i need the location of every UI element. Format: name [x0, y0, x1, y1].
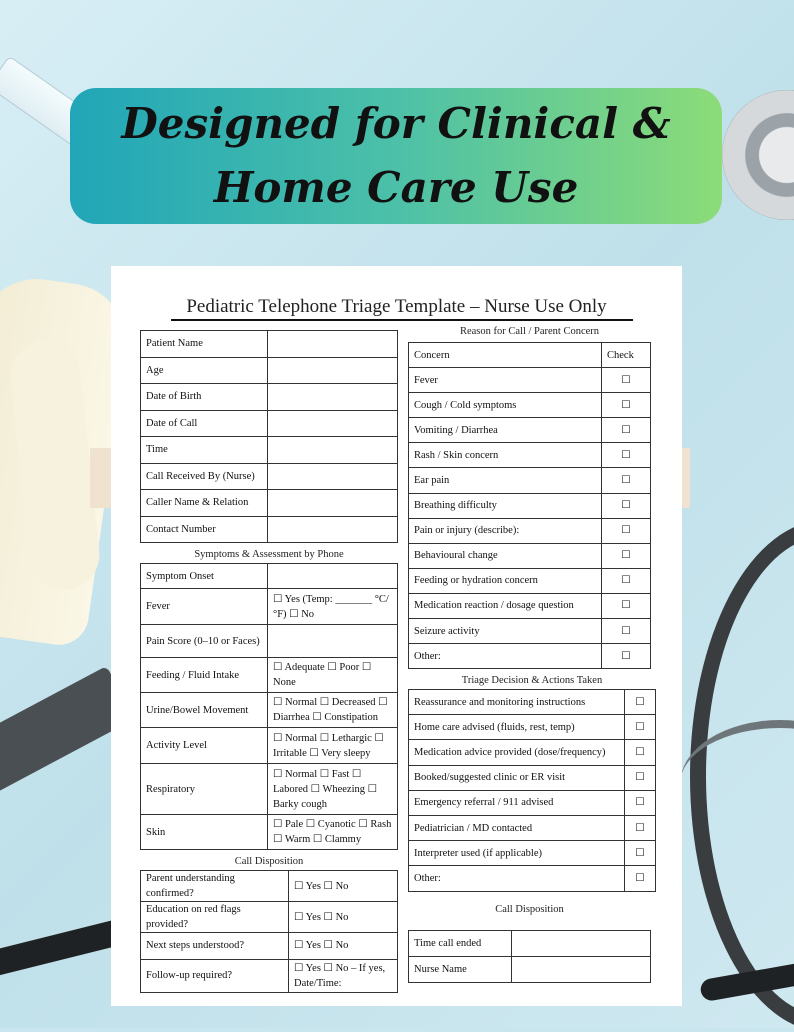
reason-label: Fever — [409, 368, 602, 393]
triage-checkbox[interactable]: ☐ — [625, 715, 656, 740]
call-disposition-table — [140, 870, 398, 993]
field-input[interactable] — [268, 331, 398, 358]
check-header: Check — [602, 343, 651, 368]
disposition-label: Follow-up required? — [141, 959, 289, 992]
patient-info-table — [140, 330, 398, 543]
symptom-options[interactable]: ☐ Adequate ☐ Poor ☐ None — [268, 658, 398, 693]
triage-label: Other: — [409, 866, 625, 891]
table-row — [409, 568, 651, 593]
reason-checkbox[interactable]: ☐ — [602, 543, 651, 568]
table-row — [409, 690, 656, 715]
reason-checkbox[interactable]: ☐ — [602, 518, 651, 543]
table-row — [141, 564, 398, 589]
table-row — [409, 393, 651, 418]
triage-checkbox[interactable]: ☐ — [625, 790, 656, 815]
call-disposition-2-title: Call Disposition — [495, 904, 564, 915]
table-row — [409, 418, 651, 443]
reason-label: Rash / Skin concern — [409, 443, 602, 468]
field-label: Caller Name & Relation — [141, 490, 268, 517]
field-label: Time — [141, 437, 268, 464]
table-row — [409, 866, 656, 891]
reason-section-title: Reason for Call / Parent Concern — [459, 326, 600, 337]
field-input[interactable] — [268, 490, 398, 517]
table-row — [409, 493, 651, 518]
reason-checkbox[interactable]: ☐ — [602, 619, 651, 644]
triage-checkbox[interactable]: ☐ — [625, 765, 656, 790]
table-row — [141, 959, 398, 992]
title-underline — [171, 319, 633, 321]
symptom-options[interactable]: ☐ Yes (Temp: _______ °C/°F) ☐ No — [268, 589, 398, 625]
reason-label: Pain or injury (describe): — [409, 518, 602, 543]
reason-label: Medication reaction / dosage question — [409, 593, 602, 618]
table-row — [141, 815, 398, 850]
triage-checkbox[interactable]: ☐ — [625, 815, 656, 840]
symptom-label: Fever — [141, 589, 268, 625]
table-row — [409, 468, 651, 493]
table-row — [409, 368, 651, 393]
triage-label: Pediatrician / MD contacted — [409, 815, 625, 840]
reason-checkbox[interactable]: ☐ — [602, 644, 651, 669]
reason-label: Cough / Cold symptoms — [409, 393, 602, 418]
triage-label: Medication advice provided (dose/frequency) — [409, 740, 625, 765]
symptoms-section-title: Symptoms & Assessment by Phone — [194, 549, 344, 560]
table-row — [141, 871, 398, 902]
disposition-options[interactable]: ☐ Yes ☐ No – If yes, Date/Time: — [289, 959, 398, 992]
field-label: Date of Call — [141, 410, 268, 437]
table-row — [409, 518, 651, 543]
reason-checkbox[interactable]: ☐ — [602, 418, 651, 443]
field-input[interactable] — [512, 931, 651, 957]
table-row — [409, 957, 651, 983]
table-row — [141, 933, 398, 960]
table-row — [409, 715, 656, 740]
reason-label: Other: — [409, 644, 602, 669]
triage-form-sheet — [111, 266, 682, 1006]
table-header-row — [409, 343, 651, 368]
table-row — [141, 490, 398, 517]
symptom-label: Skin — [141, 815, 268, 850]
field-input[interactable] — [268, 463, 398, 490]
triage-label: Booked/suggested clinic or ER visit — [409, 765, 625, 790]
reason-checkbox[interactable]: ☐ — [602, 568, 651, 593]
symptom-options[interactable]: ☐ Normal ☐ Fast ☐ Labored ☐ Wheezing ☐ Barky cough — [268, 764, 398, 815]
triage-label: Emergency referral / 911 advised — [409, 790, 625, 815]
reason-table — [408, 342, 651, 669]
disposition-options[interactable]: ☐ Yes ☐ No — [289, 902, 398, 933]
triage-label: Reassurance and monitoring instructions — [409, 690, 625, 715]
symptoms-table — [140, 563, 398, 850]
disposition-options[interactable]: ☐ Yes ☐ No — [289, 933, 398, 960]
disposition-label: Parent understanding confirmed? — [141, 871, 289, 902]
reason-checkbox[interactable]: ☐ — [602, 468, 651, 493]
symptom-label: Urine/Bowel Movement — [141, 693, 268, 728]
disposition-label: Next steps understood? — [141, 933, 289, 960]
symptom-label: Feeding / Fluid Intake — [141, 658, 268, 693]
table-row — [409, 815, 656, 840]
table-row — [141, 437, 398, 464]
symptom-options[interactable] — [268, 564, 398, 589]
reason-label: Seizure activity — [409, 619, 602, 644]
reason-label: Behavioural change — [409, 543, 602, 568]
symptom-options[interactable] — [268, 625, 398, 658]
table-row — [141, 589, 398, 625]
field-label: Age — [141, 357, 268, 384]
symptom-label: Respiratory — [141, 764, 268, 815]
table-row — [409, 740, 656, 765]
document-title: Pediatric Telephone Triage Template – Nurse Use Only — [186, 296, 607, 317]
symptom-label: Symptom Onset — [141, 564, 268, 589]
field-input[interactable] — [268, 357, 398, 384]
table-row — [409, 543, 651, 568]
triage-checkbox[interactable]: ☐ — [625, 690, 656, 715]
reason-checkbox[interactable]: ☐ — [602, 368, 651, 393]
field-label: Contact Number — [141, 516, 268, 543]
disposition-label: Education on red flags provided? — [141, 902, 289, 933]
symptom-label: Pain Score (0–10 or Faces) — [141, 625, 268, 658]
field-label: Date of Birth — [141, 384, 268, 411]
triage-label: Home care advised (fluids, rest, temp) — [409, 715, 625, 740]
reason-label: Vomiting / Diarrhea — [409, 418, 602, 443]
table-row — [409, 765, 656, 790]
table-row — [141, 764, 398, 815]
headline-banner — [70, 88, 722, 224]
table-row — [141, 902, 398, 933]
triage-section-title: Triage Decision & Actions Taken — [461, 675, 603, 686]
field-input[interactable] — [512, 957, 651, 983]
table-row — [141, 728, 398, 764]
call-end-table — [408, 930, 651, 983]
table-row — [141, 410, 398, 437]
reason-label: Ear pain — [409, 468, 602, 493]
reason-checkbox[interactable]: ☐ — [602, 593, 651, 618]
table-row — [409, 644, 651, 669]
table-row — [141, 516, 398, 543]
field-input[interactable] — [268, 516, 398, 543]
field-input[interactable] — [268, 410, 398, 437]
table-row — [409, 931, 651, 957]
table-row — [409, 790, 656, 815]
table-row — [141, 693, 398, 728]
table-row — [141, 357, 398, 384]
symptom-label: Activity Level — [141, 728, 268, 764]
reason-checkbox[interactable]: ☐ — [602, 393, 651, 418]
triage-checkbox[interactable]: ☐ — [625, 740, 656, 765]
field-label: Nurse Name — [409, 957, 512, 983]
field-input[interactable] — [268, 437, 398, 464]
reason-checkbox[interactable]: ☐ — [602, 443, 651, 468]
table-row — [409, 841, 656, 866]
triage-table — [408, 689, 656, 892]
triage-checkbox[interactable]: ☐ — [625, 866, 656, 891]
call-disposition-title: Call Disposition — [234, 856, 304, 867]
table-row — [141, 463, 398, 490]
table-row — [141, 384, 398, 411]
triage-label: Interpreter used (if applicable) — [409, 841, 625, 866]
table-row — [409, 593, 651, 618]
reason-label: Feeding or hydration concern — [409, 568, 602, 593]
table-row — [141, 625, 398, 658]
symptom-options[interactable]: ☐ Pale ☐ Cyanotic ☐ Rash ☐ Warm ☐ Clammy — [268, 815, 398, 850]
table-row — [141, 331, 398, 358]
field-label: Time call ended — [409, 931, 512, 957]
reason-label: Breathing difficulty — [409, 493, 602, 518]
table-row — [409, 619, 651, 644]
headline-text: Designed for Clinical & Home Care Use — [121, 99, 671, 212]
table-row — [141, 658, 398, 693]
symptom-options[interactable]: ☐ Normal ☐ Lethargic ☐ Irritable ☐ Very sleepy — [268, 728, 398, 764]
field-label: Patient Name — [141, 331, 268, 358]
disposition-options[interactable]: ☐ Yes ☐ No — [289, 871, 398, 902]
triage-checkbox[interactable]: ☐ — [625, 841, 656, 866]
symptom-options[interactable]: ☐ Normal ☐ Decreased ☐ Diarrhea ☐ Constipation — [268, 693, 398, 728]
field-input[interactable] — [268, 384, 398, 411]
field-label: Call Received By (Nurse) — [141, 463, 268, 490]
reason-checkbox[interactable]: ☐ — [602, 493, 651, 518]
concern-header: Concern — [409, 343, 602, 368]
table-row — [409, 443, 651, 468]
